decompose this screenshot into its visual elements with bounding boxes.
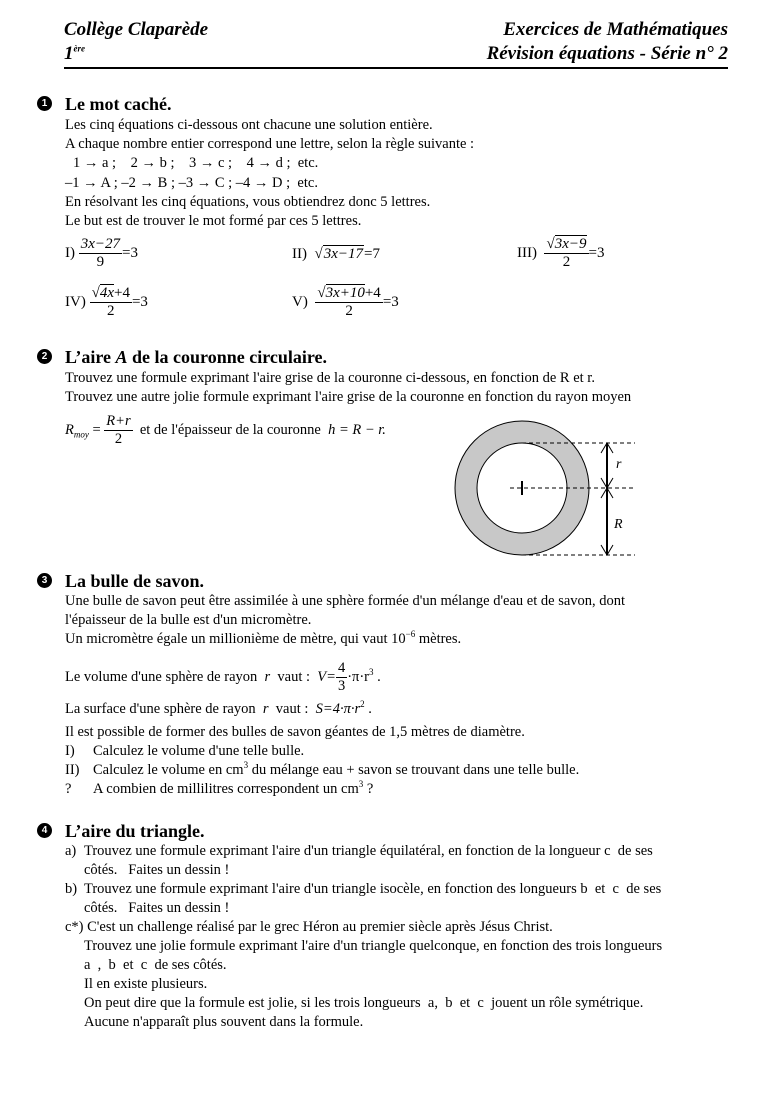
equation-label: I) — [65, 244, 75, 261]
item-b-line-2: côtés. Faites un dessin ! — [84, 900, 230, 916]
ring-diagram — [450, 418, 640, 563]
equation-label: V) — [292, 293, 308, 310]
question-item: I) Calculez le volume d'une telle bulle. — [65, 743, 305, 759]
fraction: $\frac{4}{3}$ — [337, 660, 346, 694]
paragraph-line: l'épaisseur de la bulle est d'un micromètre. — [65, 612, 312, 628]
series-title: Révision équations - Série n° 2 — [486, 43, 728, 64]
section-title: L’aire du triangle. — [65, 821, 205, 841]
volume-formula-line: Le volume d'une sphère de rayon r vaut : V= $\frac{4}{3}$ $\cdot\pi\cdot r^3$ . — [65, 660, 381, 694]
class-level-number: 1 — [64, 43, 74, 64]
item-c-line: a , b et c de ses côtés. — [84, 957, 227, 973]
rule-uppercase: –1 → A ; –2 → B ; –3 → C ; –4 → D ; etc. — [65, 175, 318, 191]
equation-label: II) — [292, 246, 307, 262]
section-number-badge: 3 — [37, 573, 52, 588]
paragraph-line: Il est possible de former des bulles de savon géantes de 1,5 mètres de diamètre. — [65, 724, 525, 740]
equation-label: IV) — [65, 293, 86, 310]
question-item: II) Calculez le volume en $cm^3$ du mélange eau + savon se trouvant dans une telle bulle. — [65, 760, 580, 778]
item-c-line: On peut dire que la formule est jolie, si les trois longueurs a, b et c jouent un rôle symétrique. — [84, 995, 644, 1011]
subject-title: Exercices de Mathématiques — [503, 19, 728, 40]
equation-3: III) $\frac{√3x-9}{2}$ =3 — [517, 236, 605, 270]
paragraph-line: Un micromètre égale un millionième de mètre, qui vaut $10^{-6}$ mètres. — [65, 629, 462, 647]
rule-lowercase: 1 → a ; 2 → b ; 3 → c ; 4 → d ; etc. — [73, 155, 319, 171]
square-root: √3x−17 — [314, 246, 364, 262]
question-item: ? A combien de millilitres correspondent un $cm^3$ ? — [65, 779, 374, 797]
equation-4: IV) $\frac{√4x+4}{2}$ =3 — [65, 285, 148, 319]
item-c: c*) C'est un challenge réalisé par le grec Héron au premier siècle après Jésus Christ. — [65, 919, 553, 935]
section-number-badge: 4 — [37, 823, 52, 838]
equation-2: II) √3x−17=7 — [292, 246, 380, 262]
equation-5: V) $\frac{√3x+10+4}{2}$ =3 — [292, 285, 399, 319]
fraction: $\frac{3x-27}{9}$ — [80, 236, 121, 270]
paragraph-line: Une bulle de savon peut être assimilée à une sphère formée d'un mélange d'eau et de savon, dont — [65, 593, 626, 609]
paragraph-line: Trouvez une formule exprimant l'aire grise de la couronne ci-dessous, en fonction de R et r. — [65, 370, 595, 386]
header-divider — [64, 67, 728, 69]
section-title: Le mot caché. — [65, 94, 172, 114]
equation-1: I) $\frac{3x-27}{9}$ =3 — [65, 236, 138, 270]
fraction: $\frac{√3x+10+4}{2}$ — [317, 285, 381, 319]
school-name: Collège Claparède — [64, 19, 209, 40]
section-title: L’aire A de la couronne circulaire. — [65, 347, 328, 367]
paragraph-line: En résolvant les cinq équations, vous obtiendrez donc 5 lettres. — [65, 194, 431, 210]
class-level — [64, 42, 85, 66]
section-title: La bulle de savon. — [65, 571, 205, 591]
equation-label: III) — [517, 244, 537, 261]
item-b: b) Trouvez une formule exprimant l'aire d'un triangle isocèle, en fonction des longueurs b et c de ses — [65, 881, 662, 897]
fraction: $\frac{R+r}{2}$ — [106, 413, 131, 447]
surface-formula-line: La surface d'une sphère de rayon r vaut : $S=4\cdot\pi\cdot r^2$ . — [65, 699, 372, 717]
class-level-suffix: ère — [73, 43, 85, 54]
paragraph-line: A chaque nombre entier correspond une lettre, selon la règle suivante : — [65, 136, 475, 152]
paragraph-line: Trouvez une autre jolie formule exprimant l'aire grise de la couronne en fonction du rayon moyen — [65, 389, 632, 405]
rmoy-formula: $R_{moy}$ = $\frac{R+r}{2}$ et de l'épaisseur de la couronne h = R − r. — [65, 413, 386, 447]
fraction: $\frac{√3x-9}{2}$ — [546, 236, 587, 270]
section-number-badge: 1 — [37, 96, 52, 111]
outer-radius-label: R — [614, 517, 623, 532]
paragraph-line: Les cinq équations ci-dessous ont chacune une solution entière. — [65, 117, 433, 133]
paragraph-line: Le but est de trouver le mot formé par ces 5 lettres. — [65, 213, 362, 229]
fraction: $\frac{√4x+4}{2}$ — [91, 285, 130, 319]
item-c-line: Aucune n'apparaît plus souvent dans la formule. — [84, 1014, 364, 1030]
item-c-line: Trouvez une jolie formule exprimant l'aire d'un triangle quelconque, en fonction des trois longueurs — [84, 938, 663, 954]
item-a-line-2: côtés. Faites un dessin ! — [84, 862, 230, 878]
item-a: a) Trouvez une formule exprimant l'aire d'un triangle équilatéral, en fonction de la longueur c de ses — [65, 843, 653, 859]
section-number-badge: 2 — [37, 349, 52, 364]
item-c-line: Il en existe plusieurs. — [84, 976, 208, 992]
inner-radius-label: r — [616, 457, 622, 472]
